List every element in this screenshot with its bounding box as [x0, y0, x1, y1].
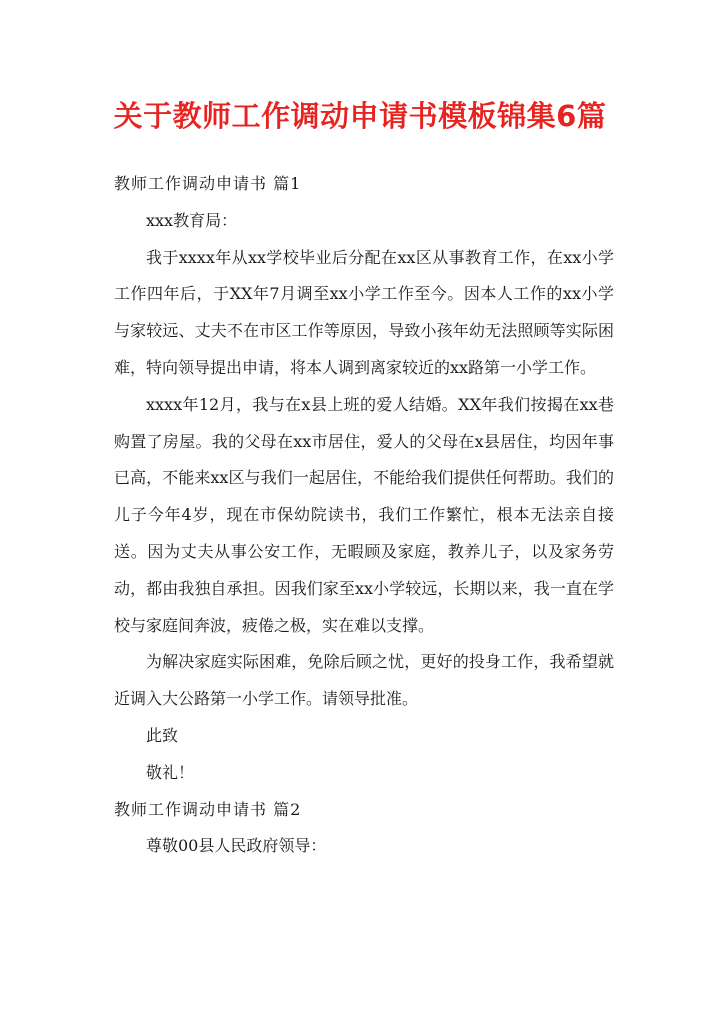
paragraph-2: xxxx年12月，我与在x县上班的爱人结婚。XX年我们按揭在xx巷购置了房屋。我的父母在xx市居住，爱人的父母在x县居住，均因年事已高，不能来xx区与我们一起居住，不能给我们提供任何帮助。我们的儿子今年4岁，现在市保幼院读书，我们工作繁忙，根本无法亲自接送。因为丈夫从事公安工作，无暇顾及家庭，教养儿子，以及家务劳动，都由我独自承担。因我们家至xx小学较远，长期以来，我一直在学校与家庭间奔波，疲倦之极，实在难以支撑。 [114, 394, 614, 635]
closing-line-2: 敬礼！ [146, 762, 195, 782]
paragraph-3: 为解决家庭实际困难，免除后顾之忧，更好的投身工作，我希望就近调入大公路第一小学工作。请领导批准。 [114, 652, 614, 709]
paragraph-1: 我于xxxx年从xx学校毕业后分配在xx区从事教育工作，在xx小学工作四年后，于XX年7月调至xx小学工作至今。因本人工作的xx小学与家较远、丈夫不在市区工作等原因，导致小孩年幼无法照顾等实际困难，特向领导提出申请，将本人调到离家较近的xx路第一小学工作。 [114, 247, 614, 377]
section-heading-1: 教师工作调动申请书 篇1 [114, 174, 302, 193]
salutation-1: xxx教育局： [146, 210, 238, 230]
section-heading-2: 教师工作调动申请书 篇2 [114, 799, 302, 819]
salutation-2: 尊敬00县人民政府领导： [146, 836, 327, 856]
document-title: 关于教师工作调动申请书模板锦集6篇 [113, 99, 607, 133]
document-body [114, 166, 614, 865]
closing-line-1: 此致 [146, 725, 179, 745]
